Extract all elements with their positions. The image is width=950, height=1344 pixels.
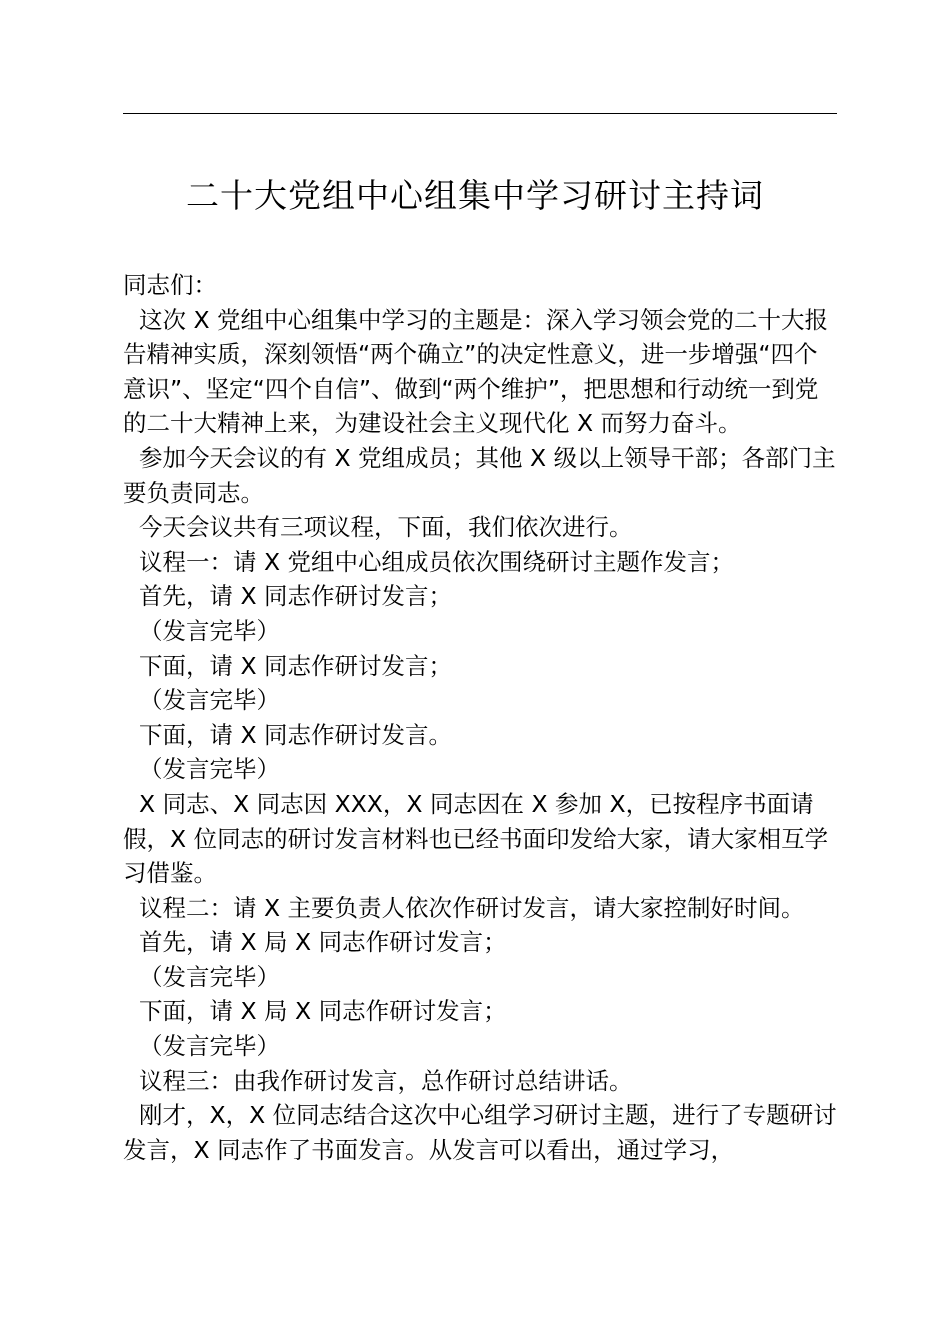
paragraph: 下面，请 X 同志作研讨发言。 bbox=[139, 720, 453, 749]
paragraph: 刚才，X，X 位同志结合这次中心组学习研讨主题，进行了专题研讨发言，X 同志作了书面发言。从发言可以看出，通过学习， bbox=[123, 1101, 837, 1164]
paragraph: 议程一：请 X 党组中心组成员依次围绕研讨主题作发言； bbox=[139, 547, 735, 576]
paragraph: 这次 X 党组中心组集中学习的主题是：深入学习领会党的二十大报告精神实质，深刻领悟“两个确立”的决定性意义，进一步增强“四个意识”、坚定“四个自信”、做到“两个维护”，把思想和行动统一到党的二十大精神上来，为建设社会主义现代化 X 而努力奋斗。 bbox=[123, 305, 829, 438]
paragraph: （发言完毕） bbox=[139, 755, 280, 784]
paragraph: 首先，请 X 局 X 同志作研讨发言； bbox=[139, 928, 507, 957]
paragraph: 下面，请 X 局 X 同志作研讨发言； bbox=[139, 997, 507, 1026]
paragraph: 首先，请 X 同志作研讨发言； bbox=[139, 582, 453, 611]
paragraph: （发言完毕） bbox=[139, 1032, 280, 1061]
paragraph: 今天会议共有三项议程，下面，我们依次进行。 bbox=[139, 513, 633, 542]
paragraph: 下面，请 X 同志作研讨发言； bbox=[139, 651, 453, 680]
paragraph: X 同志、X 同志因 XXX，X 同志因在 X 参加 X，已按程序书面请假，X 位同志的研讨发言材料也已经书面印发给大家，请大家相互学习借鉴。 bbox=[123, 789, 829, 888]
paragraph: 参加今天会议的有 X 党组成员；其他 X 级以上领导干部；各部门主要负责同志。 bbox=[123, 443, 836, 507]
document-body bbox=[123, 268, 839, 1167]
paragraph: 议程三：由我作研讨发言，总作研讨总结讲话。 bbox=[139, 1066, 633, 1095]
paragraph: （发言完毕） bbox=[139, 962, 280, 991]
paragraph: （发言完毕） bbox=[139, 686, 280, 715]
paragraph: 同志们： bbox=[123, 271, 217, 299]
paragraph: 议程二：请 X 主要负责人依次作研讨发言，请大家控制好时间。 bbox=[139, 893, 805, 922]
header-rule bbox=[123, 113, 837, 114]
document-title: 二十大党组中心组集中学习研讨主持词 bbox=[186, 176, 764, 215]
paragraph: （发言完毕） bbox=[139, 616, 280, 645]
